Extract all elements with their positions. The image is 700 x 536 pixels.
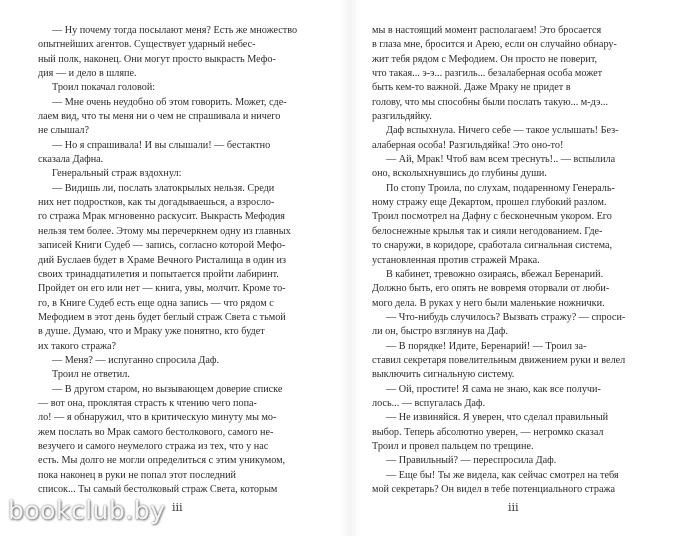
text-line: ли он, быстро взглянув на Даф. xyxy=(372,326,508,338)
text-line: в душе. Думаю, что и Мраку уже понятно, кто будет xyxy=(38,326,265,338)
text-line: них нет подростков, как ты догадываешься, а взросло- xyxy=(38,197,275,209)
text-line: го, в Книге Судеб есть еще одна запись — что рядом с xyxy=(38,297,274,309)
text-line: пока наконец в руки не попал этот последний xyxy=(38,469,236,481)
text-line: — Что-нибудь случилось? Вызвать стражу? — спроси- xyxy=(386,311,626,323)
text-line: мого дела. В руках у него были маленькие ножнички. xyxy=(372,297,605,309)
text-line: выбор. Теперь абсолютно уверен, — негромко сказал xyxy=(372,426,604,438)
text-line: белоснежные крылья так и сияли негодованием. Где- xyxy=(372,225,603,237)
text-line: оно, всколыхнувшись до глубины души. xyxy=(372,168,547,180)
text-line: Троил посмотрел на Дафну с бесконечным укором. Его xyxy=(372,211,612,223)
text-line: — Ай, Мрак! Чтоб вам всем треснуть!.. — вспылила xyxy=(386,154,616,166)
text-line: Троил покачал головой: xyxy=(52,82,156,94)
text-line: Пройдет он его или нет — книга, увы, молчит. Кроме то- xyxy=(38,283,286,295)
text-line: то снаружи, в коридоре, сработала сигнальная система, xyxy=(372,240,613,252)
text-line: лаем вид, что ты меня ни о чем не спрашивала и ничего xyxy=(38,111,281,123)
book-gutter xyxy=(340,0,360,536)
text-line: Мефодием в этот день будет беглый страж Света с тьмой xyxy=(38,311,286,323)
text-line: ный полк, наконец. Они могут просто выкрасть Мефо- xyxy=(38,53,276,65)
text-line: что такая... э-э... разгиль... безалаберная особа может xyxy=(372,68,603,80)
text-line: — Меня? — испуганно спросила Даф. xyxy=(52,354,220,366)
text-line: — Правильный? — переспросила Даф. xyxy=(386,455,557,467)
text-line: Генеральный страж вздохнул: xyxy=(52,168,182,180)
text-line: — В другом старом, но вызывающем доверие списке xyxy=(52,383,283,395)
text-line: установленная против стражей Мрака. xyxy=(372,254,540,266)
text-line: жем послать во Мрак самого бестолкового, самого не- xyxy=(38,426,274,438)
text-line: — Еще бы! Ты же видела, как сейчас смотрел на тебя xyxy=(386,469,619,481)
text-line: — Но я спрашивала! И вы слышали! — бестактно xyxy=(52,139,271,151)
text-line: мы в настоящий момент располагаем! Это бросается xyxy=(372,25,602,36)
text-line: В кабинет, тревожно озираясь, вбежал Беренарий. xyxy=(386,268,604,280)
text-line: — Ну почему тогда посылают меня? Есть же множество xyxy=(52,25,298,36)
text-line: го стража Мрак мгновенно раскусит. Выкрасть Мефодия xyxy=(38,211,285,223)
text-line: лось... — вспугалась Даф. xyxy=(372,397,486,409)
text-line: мой секретарь? Он видел в тебе потенциального стража xyxy=(372,484,616,495)
text-line: — В порядке! Идите, Беренарий! — Троил за- xyxy=(386,340,587,352)
text-line: — вот она, проклятая страсть к чтению чего попа- xyxy=(38,397,257,409)
text-line: дия — и дело в шляпе. xyxy=(38,68,137,80)
text-line: в глаза мне, бросится и Арею, если он случайно обнару- xyxy=(372,39,617,51)
text-line: быть кем-то важной. Даже Мраку не придет в xyxy=(372,82,571,94)
text-line: Троил и провел пальцем по трещине. xyxy=(372,440,534,452)
text-line: Троил не ответил. xyxy=(52,369,130,381)
right-page-text xyxy=(372,24,662,497)
text-line: записей Книги Судеб — запись, согласно которой Мефо- xyxy=(38,240,286,252)
left-page-text xyxy=(38,24,328,497)
text-line: алаберная особа! Разгильдяйка! Это оно-то! xyxy=(372,139,564,151)
text-line: По стопу Троила, по слухам, подаренному Генераль- xyxy=(386,182,615,194)
text-line: разгильдяйку. xyxy=(372,111,432,123)
text-line: список... Ты самый бестолковый страж Света, которым xyxy=(38,484,278,495)
text-line: — Не извиняйся. Я уверен, что сделал правильный xyxy=(386,412,609,424)
text-line: дий Буслаев будет в Храме Вечного Ристалища в один из xyxy=(38,254,286,266)
text-line: есть. Мы долго не могли определиться с этим уникумом, xyxy=(38,455,286,467)
text-line: везучего и самого неумелого стража из тех, что у нас xyxy=(38,440,269,452)
text-line: ло! — я обнаружил, что в критическую минуту мы мо- xyxy=(38,412,277,424)
text-line: своих тринадцатилетия и попытается пройти лабиринт. xyxy=(38,268,279,280)
text-line: опытнейших агентов. Существует ударный небес- xyxy=(38,39,256,51)
text-line: сказала Дафна. xyxy=(38,154,104,166)
right-page-number: ⅲ xyxy=(508,501,519,514)
text-line: нельзя тем более. Этому мы перечеркнем одну из главных xyxy=(38,225,291,237)
text-line: их такого стража? xyxy=(38,340,117,352)
text-line: не слышал? xyxy=(38,125,90,137)
text-line: выключить сигнальную систему. xyxy=(372,369,515,381)
text-line: — Ой, простите! Я сама не знаю, как все получи- xyxy=(386,383,601,395)
text-line: Должно быть, его опять не вовремя оторвали от люби- xyxy=(372,283,610,295)
text-line: голову, что мы способны были послать такую... м-дэ... xyxy=(372,96,609,108)
text-line: ставил секретаря повелительным движением руки и велел xyxy=(372,354,626,366)
text-line: ному стражу еще Декартом, прошел глубокий разлом. xyxy=(372,197,607,209)
site-watermark: bookclub.by xyxy=(8,496,166,525)
text-line: Даф вспыхнула. Ничего себе — такое услышать! Без- xyxy=(386,125,619,137)
text-line: — Видишь ли, послать златокрылых нельзя. Среди xyxy=(52,182,275,194)
text-line: — Мне очень неудобно об этом говорить. Может, сде- xyxy=(52,96,287,108)
left-page-number: ⅲ xyxy=(172,501,183,514)
text-line: жит тебя рядом с Мефодием. Он просто не поверит, xyxy=(372,53,598,65)
